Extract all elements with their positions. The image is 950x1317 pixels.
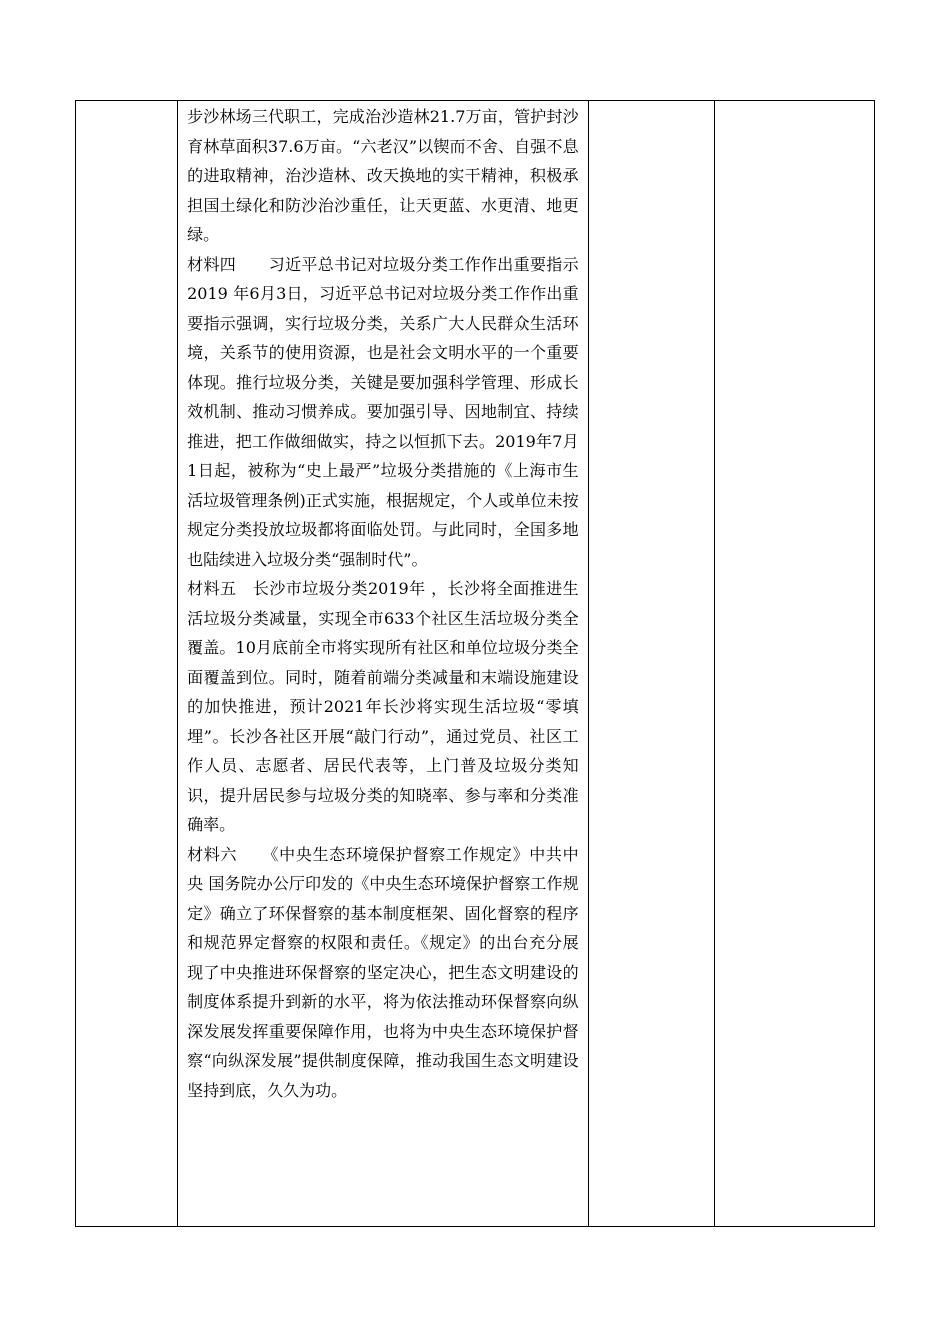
table-cell-content <box>178 101 589 1227</box>
table-row <box>76 101 875 1227</box>
paragraph-continuation <box>187 102 579 250</box>
paragraph-text: 习近平总书记对垃圾分类工作作出重要指示2019 年6月3日，习近平总书记对垃圾分类工作作出重要指示强调，实行垃圾分类，关系广大人民群众生活环境，关系节的使用资源，也是社会文明水平的一个重要体现。推行垃圾分类，关键是要加强科学管理、形成长效机制、推动习惯养成。要加强引导、因地制宜、持续推进，把工作做细做实，持之以恒抓下去。2019年7月1日起，被称为“史上最严”垃圾分类措施的《上海市生活垃圾管理条例)正式实施，根据规定，个人或单位未按规定分类投放垃圾都将面临处罚。与此同时，全国多地也陆续进入垃圾分类“强制时代”。 <box>187 254 579 569</box>
material-label: 材料四 <box>187 254 237 274</box>
paragraph-material-6 <box>187 840 579 1106</box>
material-label: 材料五 <box>187 579 237 598</box>
paragraph-text: 步沙林场三代职工，完成治沙造林21.7万亩，管护封沙育林草面积37.6万亩。“六老汉”以锲而不舍、自强不息的进取精神，治沙造林、改天换地的实干精神，积极承担国土绿化和防沙治沙重任，让天更蓝、水更清、地更绿。 <box>187 107 579 244</box>
document-table <box>75 100 875 1227</box>
table-cell-third <box>588 101 714 1227</box>
table-cell-left <box>76 101 178 1227</box>
table-cell-right <box>714 101 874 1227</box>
paragraph-text: 长沙市垃圾分类2019年 ，长沙将全面推进生活垃圾分类减量，实现全市633个社区生活垃圾分类全覆盖。10月底前全市将实现所有社区和单位垃圾分类全面覆盖到位。同时，随着前端分类减量和末端设施建设的加快推进，预计2021年长沙将实现生活垃圾“零填埋”。长沙各社区开展“敲门行动”，通过党员、社区工作人员、志愿者、居民代表等，上门普及垃圾分类知识，提升居民参与垃圾分类的知晓率、参与率和分类准确率。 <box>187 579 579 834</box>
paragraph-material-5 <box>187 574 579 840</box>
material-label: 材料六 <box>187 844 238 864</box>
paragraph-text: 《中央生态环境保护督察工作规定》中共中央 国务院办公厅印发的《中央生态环境保护督察工作规定》确立了环保督察的基本制度框架、固化督察的程序和规范界定督察的权限和责任。《规定》的出台充分展现了中央推进环保督察的坚定决心，把生态文明建设的制度体系提升到新的水平，将为依法推动环保督察向纵深发展发挥重要保障作用，也将为中央生态环境保护督察“向纵深发展”提供制度保障，推动我国生态文明建设坚持到底，久久为功。 <box>187 844 579 1100</box>
paragraph-material-4 <box>187 250 579 575</box>
